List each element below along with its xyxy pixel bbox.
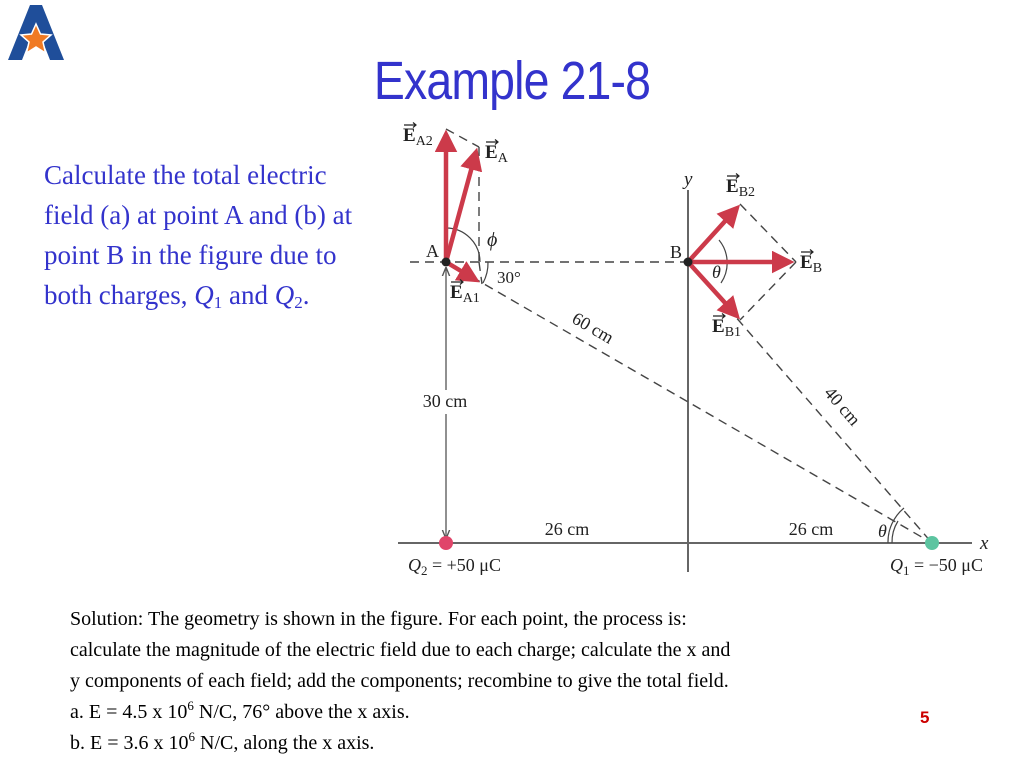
angle-30-label: 30° bbox=[497, 268, 521, 287]
y-axis-label: y bbox=[684, 169, 693, 190]
vector-ea1 bbox=[446, 262, 476, 280]
q1-label: $Q_1 = -50$ μC bbox=[890, 555, 983, 578]
uta-logo bbox=[2, 2, 70, 64]
answer-b: b. E = 3.6 x $10^6$ N/C, along the x axis. bbox=[70, 729, 375, 754]
solution-line-1: Solution: The geometry is shown in the figure. For each point, the process is: bbox=[70, 608, 687, 630]
phi-label: ϕ bbox=[487, 229, 498, 251]
label-ea: $E_A$ bbox=[485, 142, 508, 166]
answer-a: a. E = 4.5 x $10^6$ N/C, 76° above the x axis. bbox=[70, 698, 410, 723]
field-diagram bbox=[395, 118, 1015, 588]
label-ea2: $E_{A2}$ bbox=[403, 125, 433, 149]
theta-b-label: θ bbox=[712, 262, 721, 282]
point-a-label: A bbox=[426, 241, 439, 261]
slide-title: Example 21-8 bbox=[373, 51, 651, 111]
point-a-dot bbox=[442, 258, 451, 267]
solution-line-2: calculate the magnitude of the electric field due to each charge; calculate the x and bbox=[70, 639, 731, 661]
charge-q1 bbox=[925, 536, 939, 550]
label-eb2: $E_{B2}$ bbox=[726, 176, 756, 200]
label-eb: $E_B$ bbox=[800, 252, 823, 276]
solution-text bbox=[70, 604, 950, 759]
point-b-label: B bbox=[670, 242, 683, 262]
point-b-dot bbox=[684, 258, 693, 267]
vector-eb2 bbox=[688, 208, 737, 262]
label-eb1: $E_{B1}$ bbox=[712, 316, 742, 340]
dist-60-label: 60 cm bbox=[568, 308, 618, 348]
theta-q1-label: θ bbox=[878, 521, 887, 541]
charge-q2 bbox=[439, 536, 453, 550]
q2-label: $Q_2 = +50$ μC bbox=[408, 555, 501, 578]
dist-40-label: 40 cm bbox=[820, 382, 865, 430]
dist-26-left-label: 26 cm bbox=[544, 519, 590, 539]
dist-26-right-label: 26 cm bbox=[788, 519, 834, 539]
question-text: Calculate the total electric field (a) at point A and (b) at point B in the figure due to both charges, $Q_1$ and $Q_2$. bbox=[44, 160, 353, 312]
x-axis-label: x bbox=[980, 533, 989, 554]
vector-ea bbox=[446, 152, 476, 262]
dist-30-label: 30 cm bbox=[422, 391, 468, 411]
page-number: 5 bbox=[920, 708, 930, 727]
label-ea1: $E_{A1}$ bbox=[450, 282, 480, 306]
solution-line-3: y components of each field; add the components; recombine to give the total field. bbox=[70, 670, 729, 692]
